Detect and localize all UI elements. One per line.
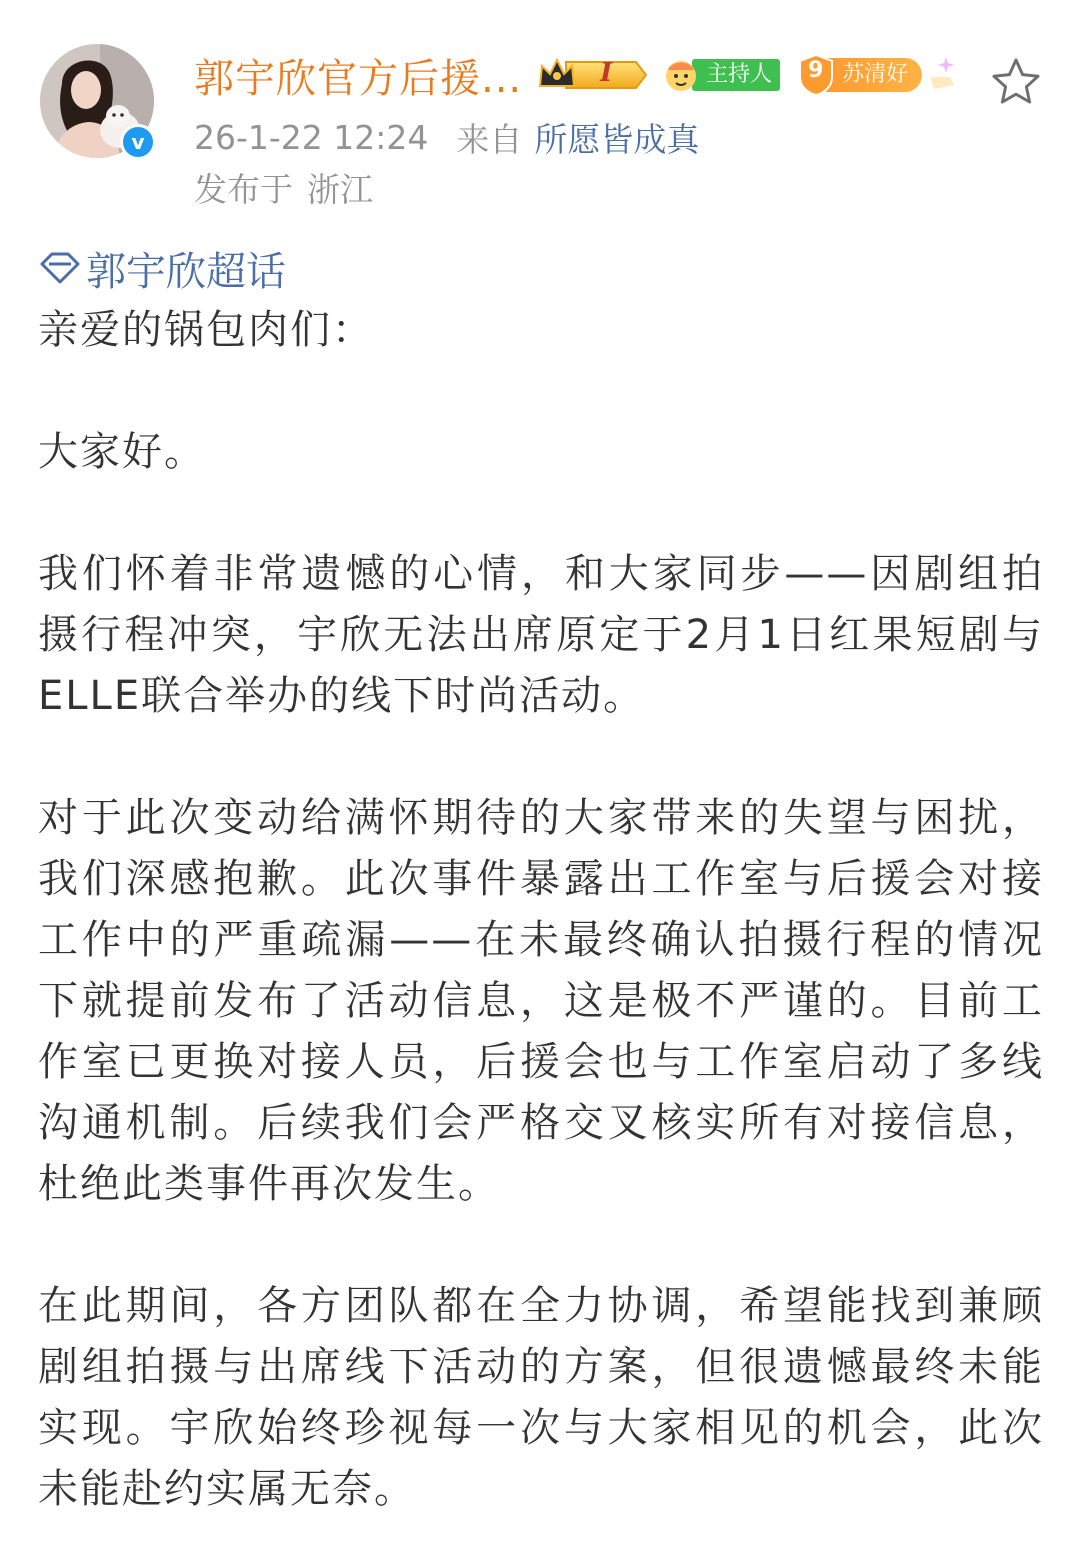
sparkle-icon bbox=[924, 55, 960, 95]
verified-check-icon bbox=[120, 124, 156, 160]
crown-badge-level: I bbox=[600, 58, 613, 88]
post-meta bbox=[194, 114, 699, 160]
post-paragraph: 对于此次变动给满怀期待的大家带来的失望与困扰，我们深感抱歉。此次事件暴露出工作室与后援会对接工作中的严重疏漏——在未最终确认拍摄行程的情况下就提前发布了活动信息，这是极不严谨的。目前工作室已更换对接人员，后援会也与工作室启动了多线沟通机制。后续我们会严格交叉核实所有对接信息，杜绝此类事件再次发生。 bbox=[38, 795, 1044, 1207]
post-paragraph: 大家好。 bbox=[38, 429, 206, 475]
post-timestamp: 26-1-22 12:24 bbox=[194, 117, 429, 157]
favorite-star-button[interactable] bbox=[990, 56, 1042, 108]
post-paragraph: 我们怀着非常遗憾的心情，和大家同步——因剧组拍摄行程冲突，宇欣无法出席原定于2月1日红果短剧与ELLE联合举办的线下时尚活动。 bbox=[38, 551, 1044, 719]
super-topic-link[interactable] bbox=[38, 240, 286, 296]
host-badge[interactable] bbox=[662, 58, 780, 92]
post-location bbox=[194, 164, 373, 210]
super-topic-label: 郭宇欣超话 bbox=[86, 248, 286, 295]
host-mascot-icon bbox=[662, 56, 700, 94]
source-prefix: 来自 bbox=[456, 119, 523, 159]
fan-badge-level: 9 bbox=[808, 58, 824, 83]
fan-badge[interactable] bbox=[796, 55, 960, 95]
member-crown-badge[interactable] bbox=[536, 56, 648, 94]
crown-icon bbox=[536, 56, 648, 94]
post-paragraph: 亲爱的锅包肉们： bbox=[38, 307, 374, 353]
super-topic-diamond-icon bbox=[38, 250, 82, 286]
verified-glyph: v bbox=[131, 130, 145, 154]
user-name-row bbox=[194, 44, 960, 106]
user-name[interactable]: 郭宇欣官方后援... bbox=[194, 55, 523, 102]
location-prefix: 发布于 bbox=[194, 169, 293, 209]
location-value: 浙江 bbox=[307, 169, 373, 209]
post-paragraph: 在此期间，各方团队都在全力协调，希望能找到兼顾剧组拍摄与出席线下活动的方案，但很遗憾最终未能实现。宇欣始终珍视每一次与大家相见的机会，此次未能赴约实属无奈。 bbox=[38, 1283, 1044, 1512]
fan-badge-label: 苏清好 bbox=[826, 58, 922, 92]
host-badge-label: 主持人 bbox=[692, 59, 780, 91]
star-outline-icon bbox=[990, 56, 1042, 108]
source-link[interactable]: 所愿皆成真 bbox=[534, 119, 700, 159]
post-body bbox=[38, 300, 1044, 1520]
